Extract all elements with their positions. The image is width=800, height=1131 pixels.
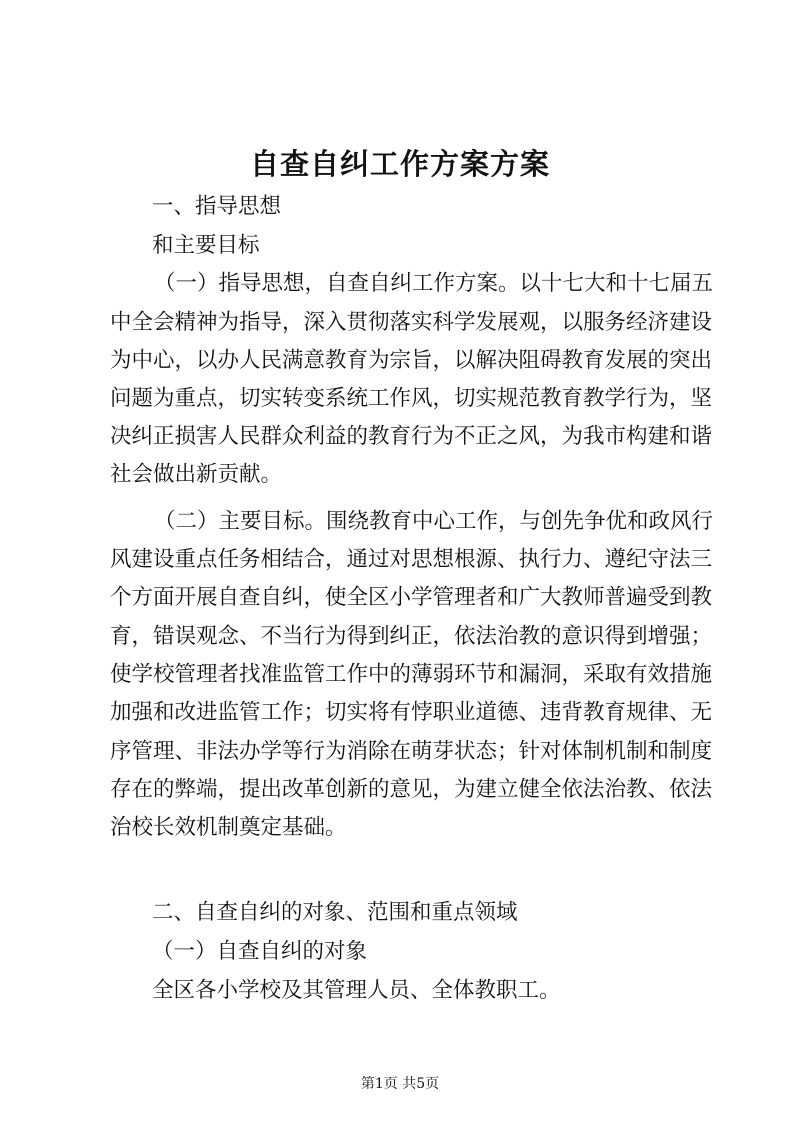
paragraph-line: 决纠正损害人民群众利益的教育行为不正之风，为我市构建和谐 — [110, 424, 713, 449]
section-heading-cont: 和主要目标 — [152, 233, 260, 258]
section-heading: 二、自查自纠的对象、范围和重点领域 — [152, 900, 518, 925]
page-footer: 第1页 共5页 — [360, 1076, 440, 1092]
paragraph-line: 加强和改进监管工作；切实将有悖职业道德、违背教育规律、无 — [110, 700, 713, 725]
paragraph-line: 为中心，以办人民满意教育为宗旨，以解决阻碍教育发展的突出 — [110, 348, 713, 373]
paragraph-line: 中全会精神为指导，深入贯彻落实科学发展观，以服务经济建设 — [110, 310, 713, 335]
document-title: 自查自纠工作方案方案 — [249, 147, 550, 181]
paragraph-line: 育，错误观念、不当行为得到纠正，依法治教的意识得到增强； — [110, 624, 713, 649]
paragraph-line: 序管理、非法办学等行为消除在萌芽状态；针对体制机制和制度 — [110, 739, 713, 764]
section-heading: 一、指导思想 — [152, 194, 282, 219]
paragraph-line: 存在的弊端，提出改革创新的意见，为建立健全依法治教、依法 — [110, 777, 713, 802]
paragraph-line: 治校长效机制奠定基础。 — [110, 815, 347, 840]
paragraph-line: （一）指导思想，自查自纠工作方案。以十七大和十七届五 — [154, 271, 714, 296]
paragraph-line: 风建设重点任务相结合，通过对思想根源、执行力、遵纪守法三 — [110, 547, 713, 572]
subsection-heading: （一）自查自纠的对象 — [152, 939, 368, 964]
paragraph-line: 问题为重点，切实转变系统工作风，切实规范教育教学行为，坚 — [110, 386, 713, 411]
paragraph-line: 全区各小学校及其管理人员、全体教职工。 — [152, 978, 561, 1003]
paragraph-line: （二）主要目标。围绕教育中心工作，与创先争优和政风行 — [154, 509, 714, 534]
paragraph-line: 社会做出新贡献。 — [110, 462, 283, 487]
paragraph-line: 使学校管理者找准监管工作中的薄弱环节和漏洞，采取有效措施 — [110, 662, 713, 687]
paragraph-line: 个方面开展自查自纠，使全区小学管理者和广大教师普遍受到教 — [110, 585, 713, 610]
